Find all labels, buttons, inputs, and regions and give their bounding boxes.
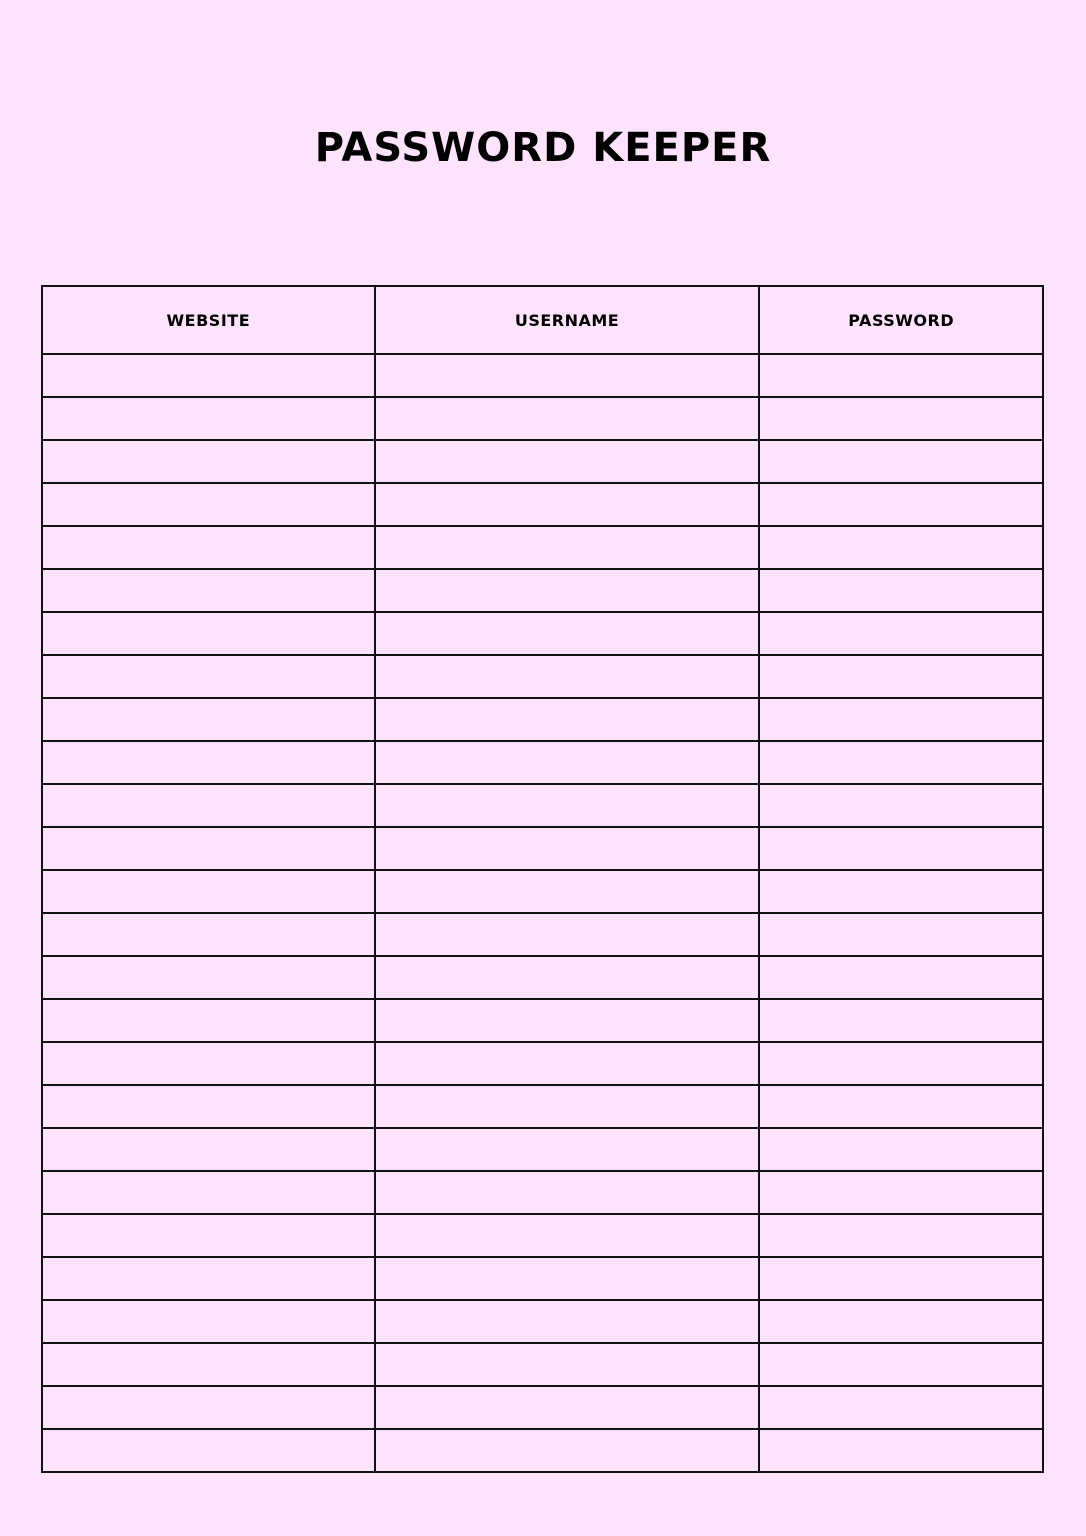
table-row — [42, 569, 1043, 612]
cell-website[interactable] — [42, 440, 375, 483]
cell-password[interactable] — [759, 440, 1043, 483]
cell-username[interactable] — [375, 1386, 760, 1429]
cell-username[interactable] — [375, 741, 760, 784]
cell-password[interactable] — [759, 1300, 1043, 1343]
cell-password[interactable] — [759, 741, 1043, 784]
table-row — [42, 1042, 1043, 1085]
cell-password[interactable] — [759, 354, 1043, 397]
password-table — [41, 285, 1044, 1473]
cell-website[interactable] — [42, 999, 375, 1042]
table-row — [42, 526, 1043, 569]
cell-website[interactable] — [42, 354, 375, 397]
cell-username[interactable] — [375, 1214, 760, 1257]
cell-password[interactable] — [759, 1042, 1043, 1085]
table-row — [42, 1257, 1043, 1300]
cell-password[interactable] — [759, 483, 1043, 526]
cell-password[interactable] — [759, 827, 1043, 870]
table-row — [42, 913, 1043, 956]
cell-website[interactable] — [42, 1343, 375, 1386]
cell-website[interactable] — [42, 655, 375, 698]
table-row — [42, 827, 1043, 870]
cell-website[interactable] — [42, 1300, 375, 1343]
table-row — [42, 1085, 1043, 1128]
table-row — [42, 354, 1043, 397]
cell-website[interactable] — [42, 569, 375, 612]
cell-username[interactable] — [375, 1257, 760, 1300]
table-row — [42, 784, 1043, 827]
cell-password[interactable] — [759, 397, 1043, 440]
cell-password[interactable] — [759, 999, 1043, 1042]
table-body — [42, 354, 1043, 1472]
cell-username[interactable] — [375, 655, 760, 698]
cell-username[interactable] — [375, 1300, 760, 1343]
cell-website[interactable] — [42, 741, 375, 784]
page-title: PASSWORD KEEPER — [314, 125, 772, 171]
table-row — [42, 1128, 1043, 1171]
cell-website[interactable] — [42, 784, 375, 827]
cell-username[interactable] — [375, 526, 760, 569]
cell-password[interactable] — [759, 526, 1043, 569]
cell-password[interactable] — [759, 569, 1043, 612]
table-row — [42, 655, 1043, 698]
cell-username[interactable] — [375, 483, 760, 526]
cell-password[interactable] — [759, 655, 1043, 698]
cell-website[interactable] — [42, 1386, 375, 1429]
cell-username[interactable] — [375, 784, 760, 827]
cell-password[interactable] — [759, 1171, 1043, 1214]
table-row — [42, 483, 1043, 526]
table-row — [42, 612, 1043, 655]
cell-website[interactable] — [42, 526, 375, 569]
table-row — [42, 870, 1043, 913]
table-row — [42, 440, 1043, 483]
cell-password[interactable] — [759, 1386, 1043, 1429]
table-row — [42, 1386, 1043, 1429]
table-row — [42, 1343, 1043, 1386]
table-row — [42, 1171, 1043, 1214]
cell-password[interactable] — [759, 1085, 1043, 1128]
cell-password[interactable] — [759, 698, 1043, 741]
cell-username[interactable] — [375, 913, 760, 956]
table-header-row — [42, 286, 1043, 354]
cell-username[interactable] — [375, 1085, 760, 1128]
cell-password[interactable] — [759, 784, 1043, 827]
cell-website[interactable] — [42, 1085, 375, 1128]
cell-password[interactable] — [759, 956, 1043, 999]
cell-website[interactable] — [42, 956, 375, 999]
cell-username[interactable] — [375, 1042, 760, 1085]
cell-username[interactable] — [375, 440, 760, 483]
cell-website[interactable] — [42, 827, 375, 870]
cell-password[interactable] — [759, 1343, 1043, 1386]
cell-website[interactable] — [42, 1257, 375, 1300]
cell-username[interactable] — [375, 397, 760, 440]
cell-password[interactable] — [759, 1429, 1043, 1472]
column-header-username: USERNAME — [375, 286, 760, 354]
cell-website[interactable] — [42, 870, 375, 913]
cell-website[interactable] — [42, 698, 375, 741]
cell-username[interactable] — [375, 1128, 760, 1171]
cell-username[interactable] — [375, 1343, 760, 1386]
cell-username[interactable] — [375, 569, 760, 612]
table-row — [42, 956, 1043, 999]
cell-website[interactable] — [42, 612, 375, 655]
table-row — [42, 741, 1043, 784]
cell-password[interactable] — [759, 1128, 1043, 1171]
cell-website[interactable] — [42, 913, 375, 956]
cell-password[interactable] — [759, 1214, 1043, 1257]
cell-username[interactable] — [375, 956, 760, 999]
cell-password[interactable] — [759, 612, 1043, 655]
cell-username[interactable] — [375, 612, 760, 655]
column-header-password: PASSWORD — [759, 286, 1043, 354]
cell-username[interactable] — [375, 698, 760, 741]
cell-website[interactable] — [42, 1171, 375, 1214]
cell-website[interactable] — [42, 1042, 375, 1085]
cell-website[interactable] — [42, 1429, 375, 1472]
table-row — [42, 1429, 1043, 1472]
table-row — [42, 698, 1043, 741]
cell-username[interactable] — [375, 1429, 760, 1472]
table-row — [42, 1214, 1043, 1257]
cell-username[interactable] — [375, 999, 760, 1042]
cell-username[interactable] — [375, 354, 760, 397]
table-row — [42, 397, 1043, 440]
table-row — [42, 1300, 1043, 1343]
cell-username[interactable] — [375, 827, 760, 870]
table-row — [42, 999, 1043, 1042]
cell-website[interactable] — [42, 1214, 375, 1257]
cell-username[interactable] — [375, 1171, 760, 1214]
cell-website[interactable] — [42, 483, 375, 526]
cell-website[interactable] — [42, 1128, 375, 1171]
cell-password[interactable] — [759, 870, 1043, 913]
cell-password[interactable] — [759, 1257, 1043, 1300]
cell-username[interactable] — [375, 870, 760, 913]
cell-password[interactable] — [759, 913, 1043, 956]
cell-website[interactable] — [42, 397, 375, 440]
column-header-website: WEBSITE — [42, 286, 375, 354]
